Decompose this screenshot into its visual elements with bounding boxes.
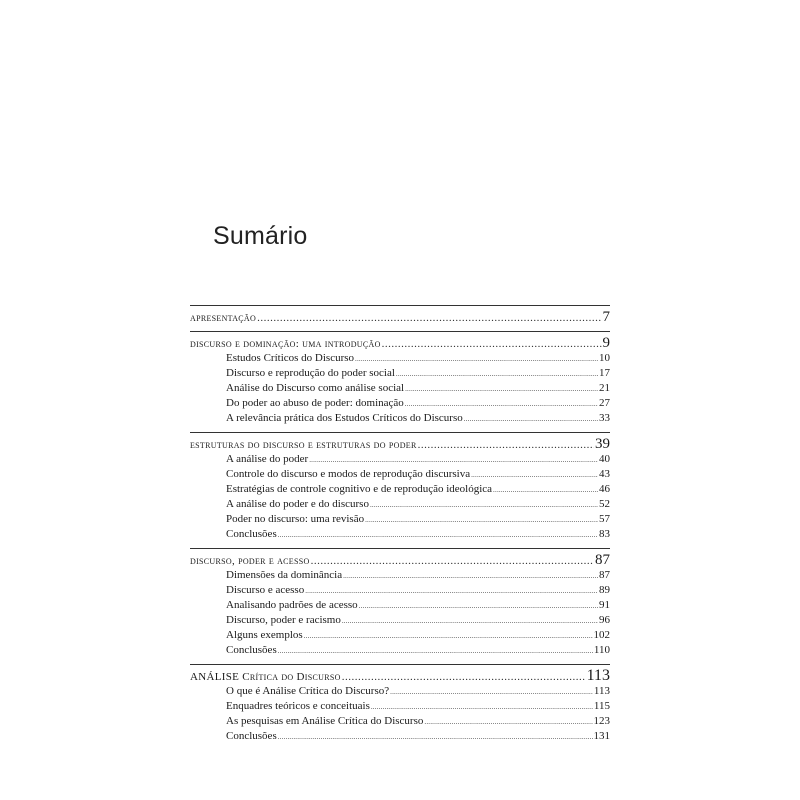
section-entry[interactable] bbox=[190, 613, 610, 628]
dot-leader bbox=[370, 498, 598, 513]
section-title: Estudos Críticos do Discurso bbox=[226, 352, 355, 364]
section-title: Analisando padrões de acesso bbox=[226, 599, 358, 611]
section-title: As pesquisas em Análise Crítica do Discurso bbox=[226, 715, 424, 727]
section-page-number: 17 bbox=[599, 367, 610, 379]
dot-leader bbox=[405, 397, 598, 412]
dot-leader bbox=[359, 599, 598, 614]
section-entry[interactable] bbox=[190, 497, 610, 512]
section-entry[interactable] bbox=[190, 714, 610, 729]
section-entry[interactable] bbox=[190, 598, 610, 613]
section-page-number: 43 bbox=[599, 468, 610, 480]
chapter-title: ANÁLISE Crítica do Discurso bbox=[190, 671, 341, 683]
toc-chapter-discurso-poder-acesso bbox=[190, 548, 610, 658]
section-entry[interactable] bbox=[190, 583, 610, 598]
toc-chapter-discurso-e-dominacao bbox=[190, 331, 610, 426]
section-entry[interactable] bbox=[190, 467, 610, 482]
section-title: Discurso e reprodução do poder social bbox=[226, 367, 395, 379]
dot-leader bbox=[365, 513, 598, 528]
section-page-number: 131 bbox=[593, 730, 610, 742]
table-of-contents bbox=[190, 305, 610, 750]
section-page-number: 96 bbox=[599, 614, 610, 626]
section-page-number: 21 bbox=[599, 382, 610, 394]
dot-leader bbox=[355, 352, 598, 367]
chapter-title: apresentação bbox=[190, 312, 257, 324]
toc-chapter-analise-critica bbox=[190, 664, 610, 744]
section-entry[interactable] bbox=[190, 482, 610, 497]
section-page-number: 123 bbox=[593, 715, 610, 727]
section-page-number: 102 bbox=[593, 629, 610, 641]
dot-leader bbox=[464, 412, 598, 427]
dot-leader bbox=[418, 437, 594, 453]
dot-leader bbox=[278, 528, 598, 543]
dot-leader bbox=[396, 367, 598, 382]
section-title: A análise do poder e do discurso bbox=[226, 498, 369, 510]
section-title: Dimensões da dominância bbox=[226, 569, 343, 581]
chapter-title: estruturas do discurso e estruturas do poder bbox=[190, 439, 417, 451]
dot-leader bbox=[390, 685, 593, 700]
section-page-number: 83 bbox=[599, 528, 610, 540]
section-entry[interactable] bbox=[190, 381, 610, 396]
section-title: Discurso, poder e racismo bbox=[226, 614, 341, 626]
dot-leader bbox=[278, 730, 593, 745]
dot-leader bbox=[305, 584, 598, 599]
dot-leader bbox=[304, 629, 593, 644]
section-title: A análise do poder bbox=[226, 453, 309, 465]
dot-leader bbox=[342, 614, 598, 629]
dot-leader bbox=[382, 336, 602, 352]
dot-leader bbox=[342, 669, 586, 685]
chapter-entry[interactable] bbox=[190, 668, 610, 684]
section-title: Conclusões bbox=[226, 644, 277, 656]
section-title: Do poder ao abuso de poder: dominação bbox=[226, 397, 404, 409]
chapter-entry[interactable] bbox=[190, 309, 610, 325]
chapter-title: discurso, poder e acesso bbox=[190, 555, 310, 567]
section-page-number: 87 bbox=[599, 569, 610, 581]
chapter-page-number: 87 bbox=[595, 552, 610, 568]
section-title: Enquadres teóricos e conceituais bbox=[226, 700, 370, 712]
dot-leader bbox=[311, 553, 594, 569]
dot-leader bbox=[257, 310, 601, 326]
section-page-number: 115 bbox=[593, 700, 610, 712]
section-title: A relevância prática dos Estudos Críticos do Discurso bbox=[226, 412, 463, 424]
section-page-number: 113 bbox=[593, 685, 610, 697]
section-page-number: 33 bbox=[599, 412, 610, 424]
chapter-entry[interactable] bbox=[190, 335, 610, 351]
section-entry[interactable] bbox=[190, 729, 610, 744]
section-title: Conclusões bbox=[226, 528, 277, 540]
section-title: Análise do Discurso como análise social bbox=[226, 382, 405, 394]
dot-leader bbox=[405, 382, 598, 397]
section-title: Discurso e acesso bbox=[226, 584, 305, 596]
section-page-number: 27 bbox=[599, 397, 610, 409]
section-entry[interactable] bbox=[190, 568, 610, 583]
chapter-title: discurso e dominação: uma introdução bbox=[190, 338, 381, 350]
section-page-number: 46 bbox=[599, 483, 610, 495]
section-page-number: 40 bbox=[599, 453, 610, 465]
section-title: Conclusões bbox=[226, 730, 277, 742]
section-entry[interactable] bbox=[190, 684, 610, 699]
section-title: O que é Análise Crítica do Discurso? bbox=[226, 685, 390, 697]
chapter-page-number: 113 bbox=[586, 667, 610, 684]
chapter-page-number: 9 bbox=[602, 335, 610, 351]
toc-chapter-apresentacao bbox=[190, 305, 610, 325]
section-page-number: 10 bbox=[599, 352, 610, 364]
dot-leader bbox=[424, 715, 592, 730]
section-entry[interactable] bbox=[190, 628, 610, 643]
dot-leader bbox=[371, 700, 593, 715]
dot-leader bbox=[343, 569, 598, 584]
section-page-number: 110 bbox=[593, 644, 610, 656]
dot-leader bbox=[278, 644, 593, 659]
section-title: Alguns exemplos bbox=[226, 629, 303, 641]
section-page-number: 57 bbox=[599, 513, 610, 525]
chapter-entry[interactable] bbox=[190, 552, 610, 568]
section-entry[interactable] bbox=[190, 366, 610, 381]
dot-leader bbox=[493, 483, 598, 498]
section-title: Poder no discurso: uma revisão bbox=[226, 513, 365, 525]
dot-leader bbox=[471, 468, 598, 483]
chapter-page-number: 39 bbox=[595, 436, 610, 452]
section-page-number: 89 bbox=[599, 584, 610, 596]
section-title: Controle do discurso e modos de reprodução discursiva bbox=[226, 468, 471, 480]
section-page-number: 91 bbox=[599, 599, 610, 611]
section-entry[interactable] bbox=[190, 699, 610, 714]
section-entry[interactable] bbox=[190, 396, 610, 411]
section-entry[interactable] bbox=[190, 643, 610, 658]
section-entry[interactable] bbox=[190, 411, 610, 426]
chapter-page-number: 7 bbox=[602, 309, 610, 325]
section-entry[interactable] bbox=[190, 351, 610, 366]
dot-leader bbox=[309, 453, 598, 468]
toc-chapter-estruturas bbox=[190, 432, 610, 542]
section-title: Estratégias de controle cognitivo e de reprodução ideológica bbox=[226, 483, 493, 495]
section-entry[interactable] bbox=[190, 452, 610, 467]
chapter-entry[interactable] bbox=[190, 436, 610, 452]
section-entry[interactable] bbox=[190, 512, 610, 527]
section-entry[interactable] bbox=[190, 527, 610, 542]
page-title: Sumário bbox=[213, 222, 308, 250]
section-page-number: 52 bbox=[599, 498, 610, 510]
